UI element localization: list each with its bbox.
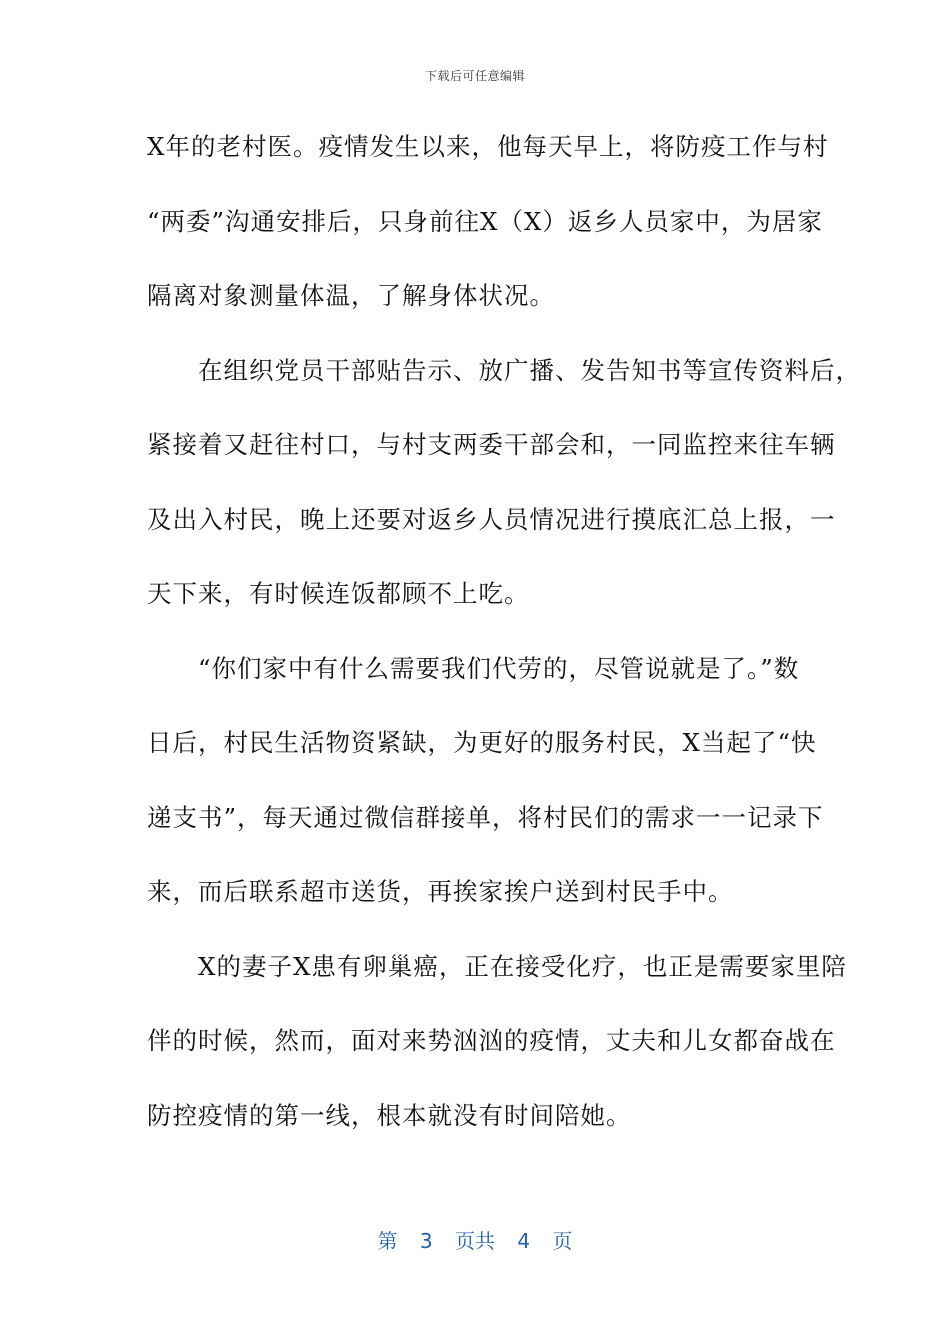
text-line: 及出入村民，晚上还要对返乡人员情况进行摸底汇总上报，一 <box>147 504 836 534</box>
text-line: 伴的时候，然而，面对来势汹汹的疫情，丈夫和儿女都奋战在 <box>147 1026 836 1055</box>
document-body <box>147 120 861 1163</box>
page-header: 下载后可任意编辑 <box>424 69 525 83</box>
page-label-prefix: 第 <box>377 1229 398 1253</box>
text-line: 防控疫情的第一线，根本就没有时间陪她。 <box>147 1100 632 1130</box>
total-pages-number: 4 <box>517 1229 531 1253</box>
text-line: 在组织党员干部贴告示、放广播、发告知书等宣传资料后， <box>147 355 861 385</box>
text-line: 来，而后联系超市送货，再挨家挨户送到村民手中。 <box>147 877 734 906</box>
text-line: “两委”沟通安排后，只身前往X（X）返乡人员家中，为居家 <box>147 206 823 236</box>
text-line: X年的老村医。疫情发生以来，他每天早上，将防疫工作与村 <box>147 132 829 161</box>
text-line: 递支书”，每天通过微信群接单，将村民们的需求一一记录下 <box>147 802 824 832</box>
page-label-middle: 页共 <box>455 1229 495 1253</box>
page-footer <box>0 1225 950 1254</box>
current-page-number: 3 <box>419 1229 433 1253</box>
text-line: 隔离对象测量体温，了解身体状况。 <box>147 281 555 310</box>
page-label-suffix: 页 <box>552 1229 573 1253</box>
text-line: X的妻子X患有卵巢癌，正在接受化疗，也正是需要家里陪 <box>147 951 847 981</box>
text-line: 天下来，有时候连饭都顾不上吃。 <box>147 579 530 608</box>
text-line: “你们家中有什么需要我们代劳的，尽管说就是了。”数 <box>147 653 800 683</box>
text-line: 日后，村民生活物资紧缺，为更好的服务村民，X当起了“快 <box>147 728 817 757</box>
text-line: 紧接着又赶往村口，与村支两委干部会和，一同监控来往车辆 <box>147 430 836 459</box>
